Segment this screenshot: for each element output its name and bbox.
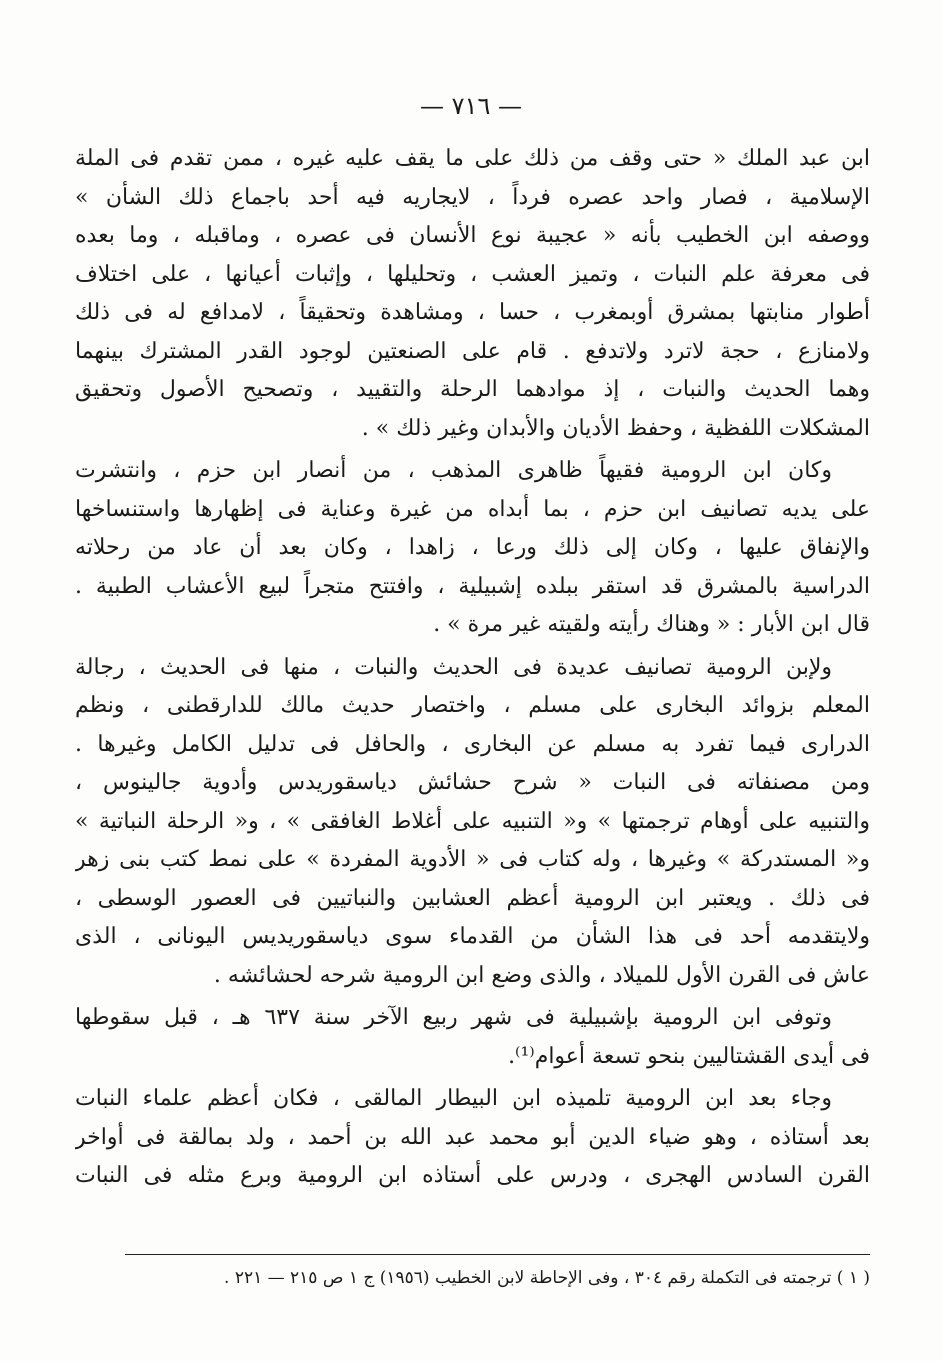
text-line: الدرارى فيما تفرد به مسلم عن البخارى ، والحافل فى تدليل الكامل وغيرها .: [75, 731, 870, 757]
text-line: قال ابن الأبار : « وهناك رأيته ولقيته غير مرة » .: [433, 612, 870, 637]
text-line: ومن مصنفاته فى النبات « شرح حشائش دياسقوريدس وأدوية جالينوس ،: [75, 770, 870, 795]
text-line: والإنفاق عليها ، وكان إلى ذلك ورعا ، زاهدا ، وكان بعد أن عاد من رحلاته: [75, 535, 870, 560]
text-line: ولإبن الرومية تصانيف عديدة فى الحديث والنبات ، منها فى الحديث ، رجالة: [75, 654, 832, 680]
text-line: فى أيدى القشتاليين بنحو تسعة أعوام⁽¹⁾.: [508, 1043, 870, 1069]
text-line: المعلم بزوائد البخارى على مسلم ، واختصار حديث مالك للدارقطنى ، ونظم: [75, 693, 870, 718]
paragraph-3: [75, 649, 870, 996]
text-line: ووصفه ابن الخطيب بأنه « عجيبة نوع الأنسان فى عصره ، وماقبله ، وما بعده: [75, 223, 870, 248]
text-line: والتنبيه على أوهام ترجمتها » و« التنبيه على أغلاط الغافقى » ، و« الرحلة النباتية »: [75, 808, 870, 834]
paragraph-5: [75, 1080, 870, 1196]
paragraph-4: [75, 999, 870, 1076]
text-line: و« المستدركة » وغيرها ، وله كتاب فى « الأدوية المفردة » على نمط كتب بنى زهر: [75, 847, 870, 872]
text-line: عاش فى القرن الأول للميلاد ، والذى وضع ابن الرومية شرحه لحشائشه .: [213, 962, 870, 988]
body-text: [75, 140, 870, 1200]
text-line: وهما الحديث والنبات ، إذ موادهما الرحلة والتقييد ، وتصحيح الأصول وتحقيق: [75, 377, 870, 402]
paragraph-1: [75, 140, 870, 448]
text-line: ابن عبد الملك « حتى وقف من ذلك على ما يقف عليه غيره ، ممن تقدم فى الملة: [75, 146, 870, 171]
text-line: وتوفى ابن الرومية بإشبيلية فى شهر ربيع الآخر سنة ٦٣٧ هـ ، قبل سقوطها: [75, 1005, 832, 1030]
text-line: الدراسية بالمشرق قد استقر ببلده إشبيلية ، وافتتح متجراً لبيع الأعشاب الطبية .: [75, 573, 870, 599]
text-line: وكان ابن الرومية فقيهاً ظاهرى المذهب ، من أنصار ابن حزم ، وانتشرت: [75, 458, 832, 483]
paragraph-2: [75, 452, 870, 645]
text-line: المشكلات اللفظية ، وحفظ الأديان والأبدان وغير ذلك » .: [361, 415, 870, 441]
text-line: فى معرفة علم النبات ، وتميز العشب ، وتحليلها ، وإثبات أعيانها ، على اختلاف: [75, 261, 870, 287]
text-line: القرن السادس الهجرى ، ودرس على أستاذه ابن الرومية وبرع مثله فى النبات: [75, 1163, 870, 1188]
text-line: أطوار منابتها بمشرق أوبمغرب ، حسا ، ومشاهدة وتحقيقاً ، لامدافع له فى ذلك: [75, 300, 870, 325]
page-number: — ٧١٦ —: [420, 92, 522, 120]
text-line: وجاء بعد ابن الرومية تلميذه ابن البيطار المالقى ، فكان أعظم علماء النبات: [75, 1086, 832, 1111]
text-line: ولامنازع ، حجة لاترد ولاتدفع . قام على الصنعتين لوجود القدر المشترك بينهما: [75, 338, 870, 364]
text-line: بعد أستاذه ، وهو ضياء الدين أبو محمد عبد الله بن أحمد ، ولد بمالقة فى أواخر: [75, 1124, 870, 1150]
footnote-divider: [125, 1254, 870, 1255]
text-line: الإسلامية ، فصار واحد عصره فرداً ، لايجاريه فيه أحد باجماع ذلك الشأن »: [75, 184, 870, 210]
text-line: ولايتقدمه أحد فى هذا الشأن من القدماء سوى دياسقوريديس اليونانى ، الذى: [75, 924, 870, 949]
text-line: فى ذلك . ويعتبر ابن الرومية أعظم العشابين والنباتيين فى العصور الوسطى ،: [75, 885, 870, 911]
footnote: ( ١ ) ترجمته فى التكملة رقم ٣٠٤ ، وفى الإحاطة لابن الخطيب (١٩٥٦) ج ١ ص ٢١٥ — ٢٢١ .: [224, 1268, 870, 1288]
text-line: على يديه تصانيف ابن حزم ، بما أبداه من غيرة وعناية فى إظهارها واستنساخها: [75, 496, 870, 522]
